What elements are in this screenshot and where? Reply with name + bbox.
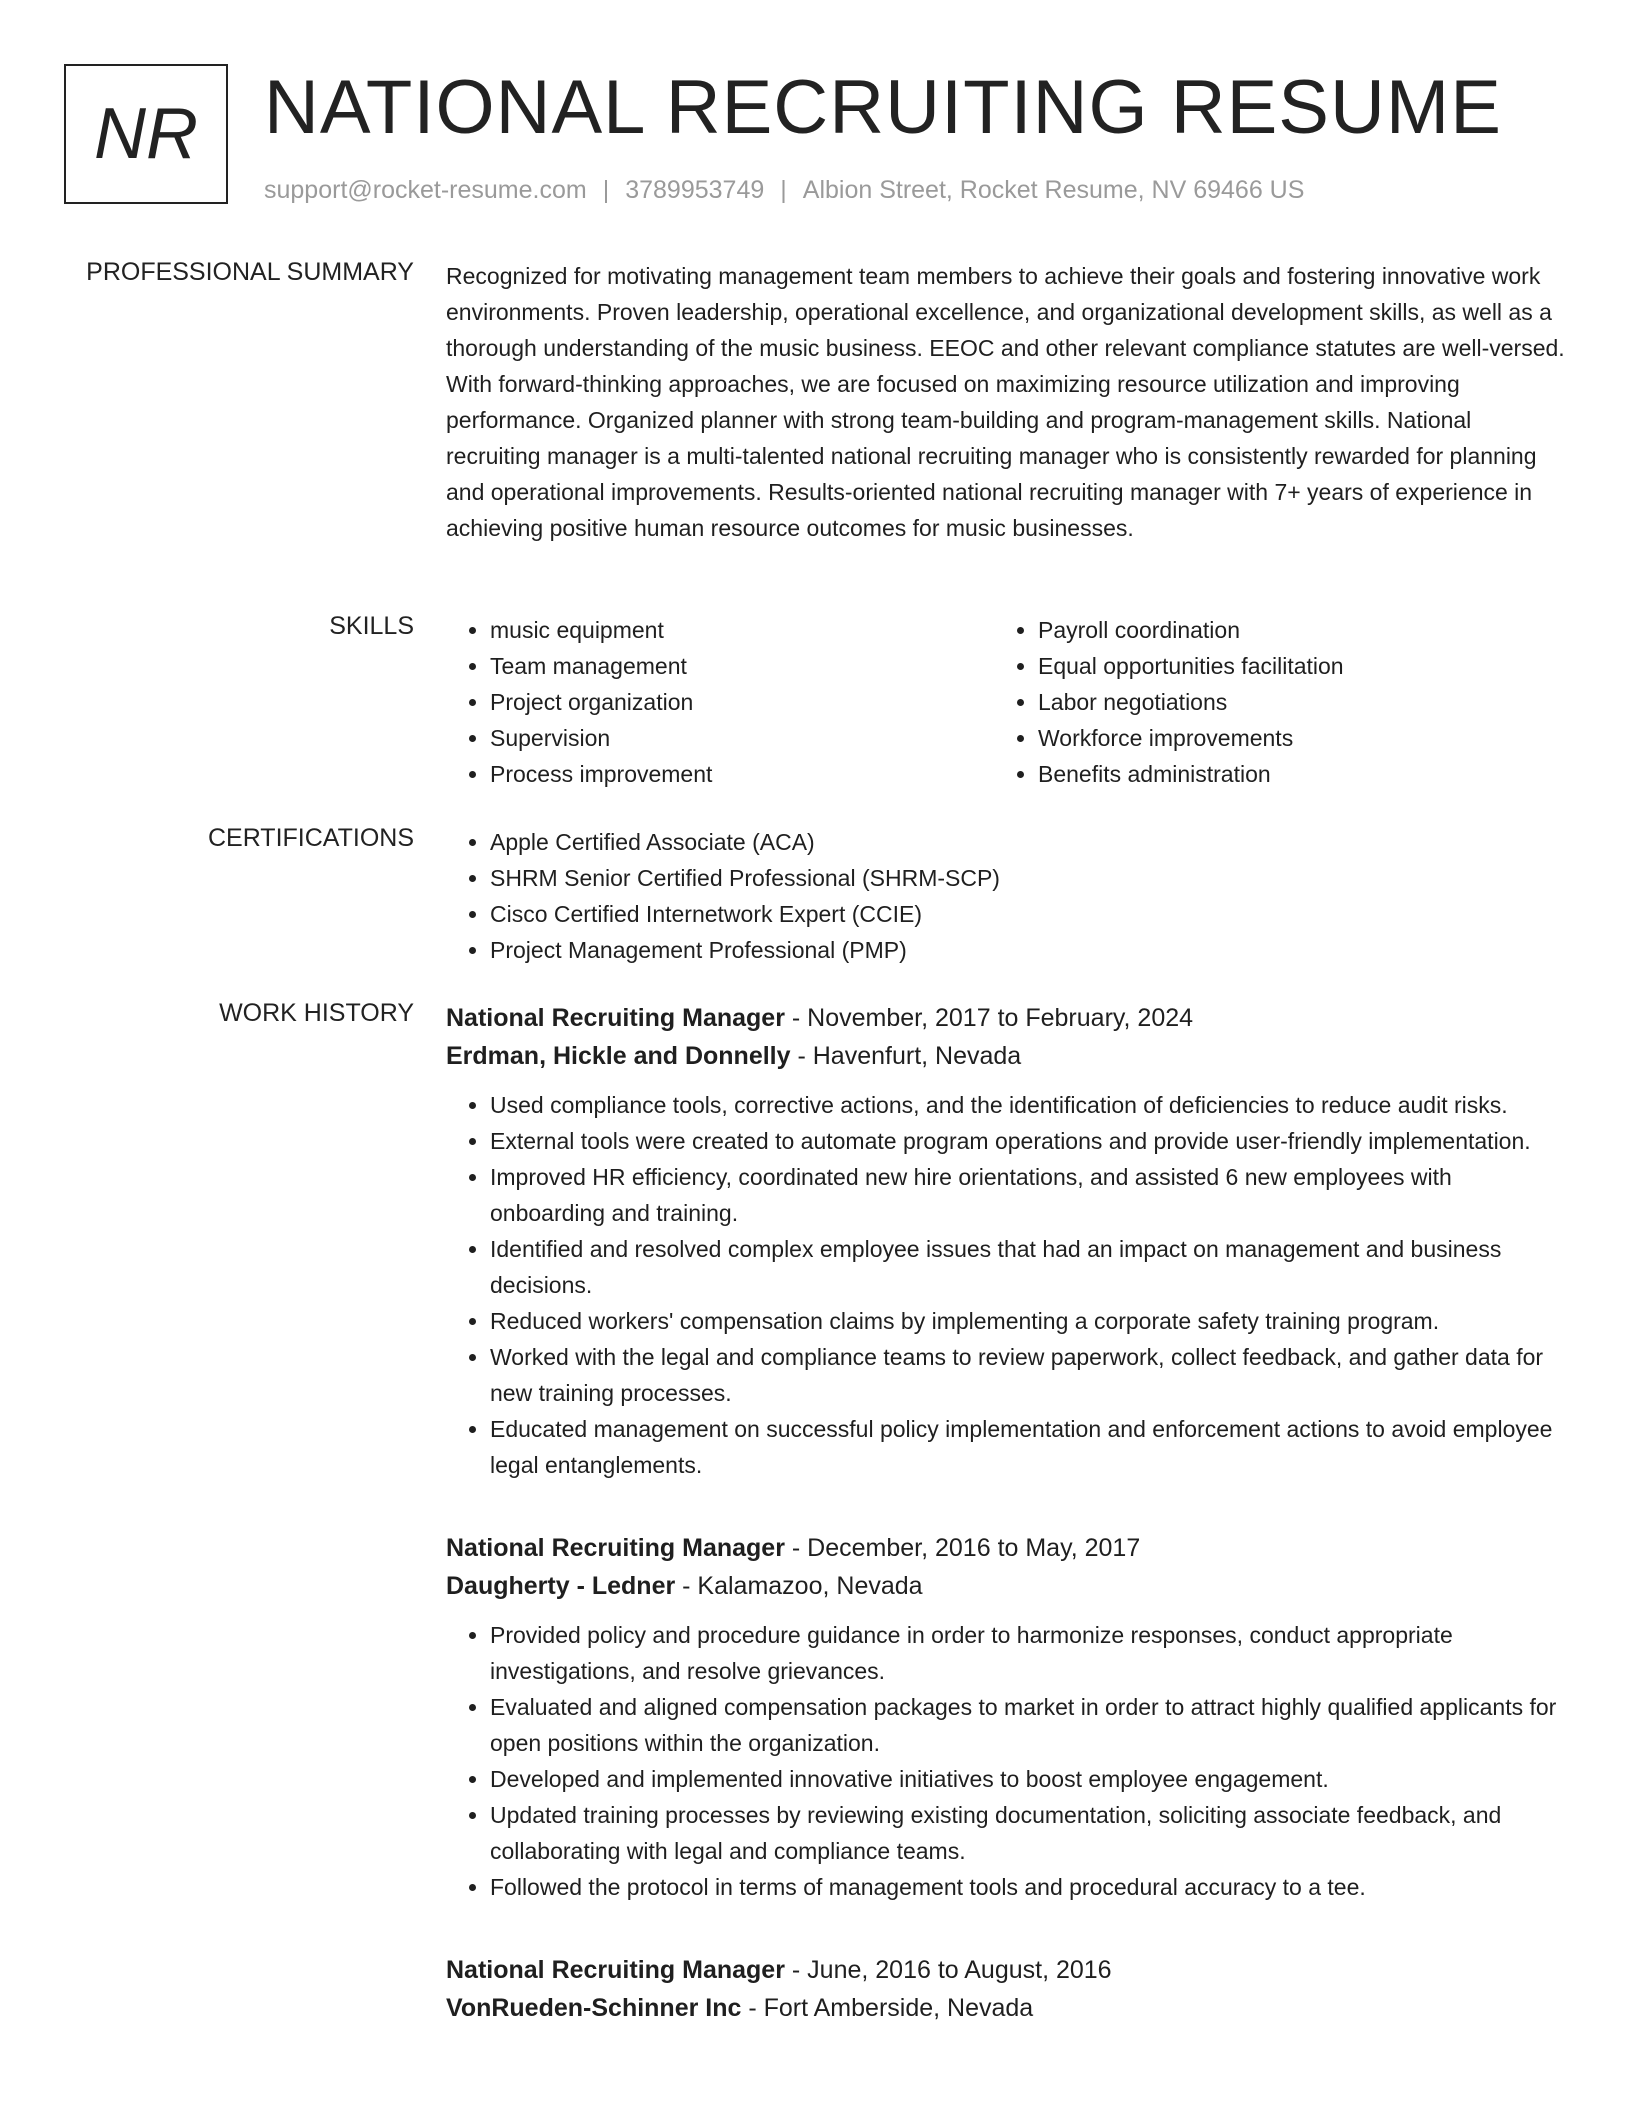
job-entry [446,999,1566,1483]
job-duty-item: • Improved HR efficiency, coordinated new hire orientations, and assisted 6 new employees with onboarding and training. [490,1159,1566,1231]
skill-item: • Process improvement [490,756,994,792]
certification-item: • Cisco Certified Internetwork Expert (CCIE) [490,896,1566,932]
job-company: VonRueden-Schinner Inc [446,1994,742,2022]
job-duty-item: • External tools were created to automate program operations and provide user-friendly implementation. [490,1123,1566,1159]
job-title: National Recruiting Manager [446,1956,785,1984]
skill-item: • Team management [490,648,994,684]
job-duty-item: • Evaluated and aligned compensation packages to market in order to attract highly qualified applicants for open positions within the organization. [490,1689,1566,1761]
job-duty-item: • Used compliance tools, corrective actions, and the identification of deficiencies to reduce audit risks. [490,1087,1566,1123]
job-location: - Havenfurt, Nevada [790,1042,1022,1070]
skill-item: • Equal opportunities facilitation [1038,648,1542,684]
job-title-line [446,1951,1566,1989]
certification-item: • Apple Certified Associate (ACA) [490,824,1566,860]
summary-text: Recognized for motivating management team members to achieve their goals and fostering innovative work environments. Proven leadership, operational excellence, and organizational development skills, as well as a thorough understanding of the music business. EEOC and other relevant compliance statutes are well-versed. With forward-thinking approaches, we are focused on maximizing resource utilization and improving performance. Organized planner with strong team-building and program-management skills. National recruiting manager is a multi-talented national recruiting manager who is consistently rewarded for planning and operational improvements. Results-oriented national recruiting manager with 7+ years of experience in achieving positive human resource outcomes for music businesses. [446,263,1565,541]
skills-list-left [446,612,994,792]
job-duty-item: • Educated management on successful policy implementation and enforcement actions to avoid employee legal entanglements. [490,1411,1566,1483]
section-label-summary: PROFESSIONAL SUMMARY [86,258,414,286]
job-title-line [446,999,1566,1037]
job-dates: - December, 2016 to May, 2017 [784,1534,1141,1562]
job-duty-item: • Reduced workers' compensation claims by implementing a corporate safety training program. [490,1303,1566,1339]
job-duty-item: • Developed and implemented innovative initiatives to boost employee engagement. [490,1761,1566,1797]
skill-item: • Payroll coordination [1038,612,1542,648]
job-company-line [446,1989,1566,2027]
job-duty-item: • Identified and resolved complex employee issues that had an impact on management and business decisions. [490,1231,1566,1303]
certification-item: • Project Management Professional (PMP) [490,932,1566,968]
certifications-list [446,824,1566,968]
section-label-skills: SKILLS [329,612,414,640]
job-title: National Recruiting Manager [446,1534,785,1562]
contact-line [264,176,1304,205]
contact-phone[interactable]: 3789953749 [625,176,765,204]
job-duty-item: • Worked with the legal and compliance teams to review paperwork, collect feedback, and gather data for new training processes. [490,1339,1566,1411]
job-title-line [446,1529,1566,1567]
contact-email[interactable]: support@rocket-resume.com [264,176,587,204]
job-title: National Recruiting Manager [446,1004,785,1032]
job-duties-list [446,1087,1566,1483]
skill-item: • Project organization [490,684,994,720]
job-duty-item: • Followed the protocol in terms of management tools and procedural accuracy to a tee. [490,1869,1566,1905]
job-location: - Fort Amberside, Nevada [741,1994,1034,2022]
job-duties-list [446,1617,1566,1905]
job-company-line [446,1037,1566,1075]
job-entry [446,1529,1566,1905]
page-title: NATIONAL RECRUITING RESUME [264,65,1502,150]
job-location: - Kalamazoo, Nevada [675,1572,923,1600]
job-dates: - November, 2017 to February, 2024 [784,1004,1194,1032]
contact-separator: | [602,176,610,204]
skill-item: • Benefits administration [1038,756,1542,792]
job-company: Erdman, Hickle and Donnelly [446,1042,791,1070]
certification-item: • SHRM Senior Certified Professional (SHRM-SCP) [490,860,1566,896]
skill-item: • Labor negotiations [1038,684,1542,720]
job-entry [446,1951,1566,2027]
section-label-work-history: WORK HISTORY [219,999,414,1027]
job-company: Daugherty - Ledner [446,1572,676,1600]
job-company-line [446,1567,1566,1605]
monogram-logo: NR [64,64,228,204]
skill-item: • Supervision [490,720,994,756]
job-dates: - June, 2016 to August, 2016 [784,1956,1112,1984]
jobs-list [446,999,1566,2073]
job-duty-item: • Updated training processes by reviewing existing documentation, soliciting associate feedback, and collaborating with legal and compliance teams. [490,1797,1566,1869]
contact-separator: | [780,176,787,204]
job-duty-item: • Provided policy and procedure guidance in order to harmonize responses, conduct appropriate investigations, and resolve grievances. [490,1617,1566,1689]
skills-list-right [994,612,1542,792]
skill-item: • Workforce improvements [1038,720,1542,756]
skill-item: • music equipment [490,612,994,648]
contact-address: Albion Street, Rocket Resume, NV 69466 US [802,176,1305,204]
section-label-certifications: CERTIFICATIONS [207,824,414,852]
